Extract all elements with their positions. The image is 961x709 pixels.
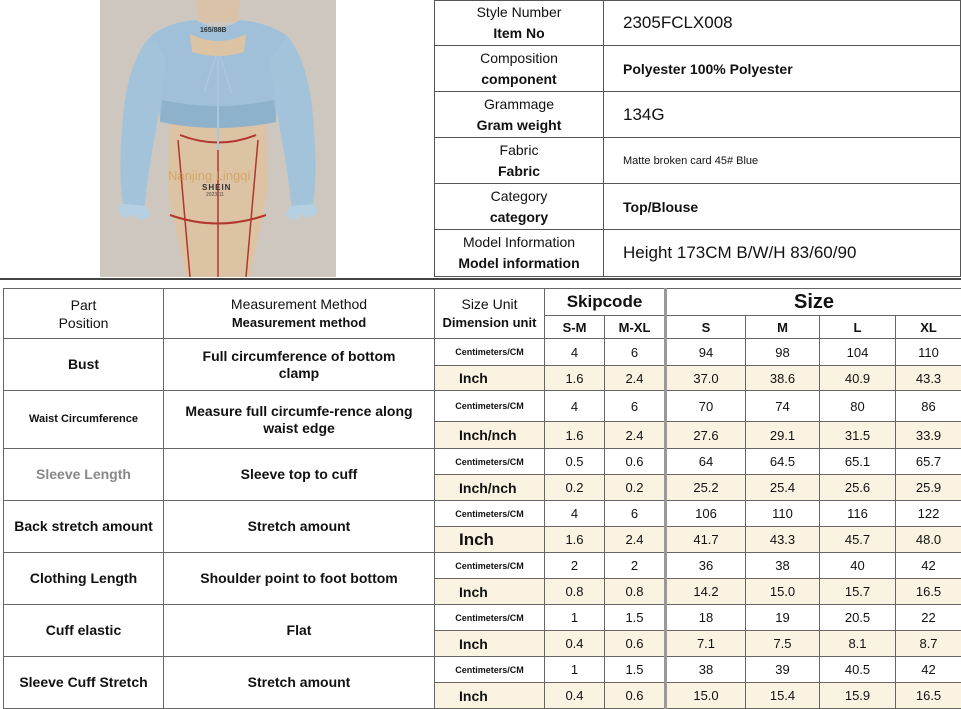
skip-value-inch: 0.6 — [605, 631, 666, 657]
header-method — [164, 289, 435, 339]
measurement-table — [3, 288, 961, 709]
skip-value-cm: 0.6 — [605, 449, 666, 475]
part-name: Waist Circumference — [4, 391, 164, 449]
info-label-cell — [435, 1, 604, 46]
info-value: Top/Blouse — [604, 184, 961, 230]
header-skipcode: Skipcode — [545, 289, 666, 316]
skip-value-cm: 6 — [605, 501, 666, 527]
size-value-inch: 48.0 — [896, 527, 961, 553]
size-value-inch: 27.6 — [666, 422, 746, 449]
skip-value-inch: 2.4 — [605, 366, 666, 391]
skip-value-cm: 6 — [605, 391, 666, 422]
info-label-cell — [435, 230, 604, 277]
info-label: Style Number — [435, 2, 603, 23]
size-value-cm: 104 — [820, 339, 896, 366]
size-col-header: S — [666, 316, 746, 339]
size-value-inch: 16.5 — [896, 579, 961, 605]
skip-value-cm: 1 — [545, 605, 605, 631]
info-label-sub: Model information — [435, 253, 603, 274]
info-label-cell — [435, 46, 604, 92]
unit-inch: Inch — [435, 631, 545, 657]
header-part — [4, 289, 164, 339]
skip-value-inch: 2.4 — [605, 527, 666, 553]
part-name: Sleeve Cuff Stretch — [4, 657, 164, 709]
skip-value-inch: 0.4 — [545, 683, 605, 709]
unit-inch: Inch/nch — [435, 422, 545, 449]
skip-col-header: M-XL — [605, 316, 666, 339]
measure-row-cm — [4, 657, 961, 683]
size-value-cm: 18 — [666, 605, 746, 631]
info-label-cell — [435, 184, 604, 230]
size-value-inch: 33.9 — [896, 422, 961, 449]
skip-value-inch: 1.6 — [545, 527, 605, 553]
size-value-cm: 20.5 — [820, 605, 896, 631]
unit-cm: Centimeters/CM — [435, 657, 545, 683]
size-value-cm: 70 — [666, 391, 746, 422]
info-value: 2305FCLX008 — [604, 1, 961, 46]
unit-cm: Centimeters/CM — [435, 339, 545, 366]
info-label-sub: Item No — [435, 23, 603, 44]
size-value-cm: 36 — [666, 553, 746, 579]
info-label: Category — [435, 186, 603, 207]
info-value: Matte broken card 45# Blue — [604, 138, 961, 184]
size-value-inch: 25.4 — [746, 475, 820, 501]
skip-value-inch: 0.4 — [545, 631, 605, 657]
header-unit-sub: Dimension unit — [443, 315, 537, 330]
measure-method: Shoulder point to foot bottom — [164, 553, 435, 605]
watermark-brand: Nanjing Lingqi — [168, 168, 250, 183]
header-position-label: Position — [4, 314, 163, 332]
info-label-cell — [435, 138, 604, 184]
skip-value-inch: 0.8 — [605, 579, 666, 605]
size-value-cm: 110 — [746, 501, 820, 527]
size-value-inch: 15.0 — [746, 579, 820, 605]
skip-value-cm: 1 — [545, 657, 605, 683]
size-value-inch: 25.9 — [896, 475, 961, 501]
size-value-inch: 15.9 — [820, 683, 896, 709]
skip-value-cm: 2 — [605, 553, 666, 579]
measure-row-cm — [4, 391, 961, 422]
info-label-sub: component — [435, 69, 603, 90]
unit-inch: Inch/nch — [435, 475, 545, 501]
info-row — [435, 1, 961, 46]
info-row — [435, 184, 961, 230]
size-value-cm: 39 — [746, 657, 820, 683]
skip-value-cm: 1.5 — [605, 605, 666, 631]
mannequin-size-label: 165/88B — [200, 27, 226, 34]
size-value-inch: 43.3 — [896, 366, 961, 391]
size-value-inch: 14.2 — [666, 579, 746, 605]
size-value-inch: 8.1 — [820, 631, 896, 657]
size-value-inch: 41.7 — [666, 527, 746, 553]
measure-row-cm — [4, 605, 961, 631]
info-label: Grammage — [435, 94, 603, 115]
section-divider — [0, 278, 961, 280]
size-value-cm: 106 — [666, 501, 746, 527]
skip-value-inch: 0.8 — [545, 579, 605, 605]
size-value-cm: 65.7 — [896, 449, 961, 475]
skip-value-cm: 4 — [545, 501, 605, 527]
size-value-inch: 37.0 — [666, 366, 746, 391]
watermark-date: 2023-11 — [206, 192, 224, 198]
info-row — [435, 92, 961, 138]
watermark-tag: SHEIN — [202, 183, 231, 192]
skip-value-cm: 0.5 — [545, 449, 605, 475]
size-value-cm: 22 — [896, 605, 961, 631]
part-name: Cuff elastic — [4, 605, 164, 657]
info-label-sub: category — [435, 207, 603, 228]
size-value-cm: 64.5 — [746, 449, 820, 475]
unit-inch: Inch — [435, 683, 545, 709]
info-row — [435, 230, 961, 277]
skip-value-inch: 0.2 — [605, 475, 666, 501]
size-col-header: M — [746, 316, 820, 339]
skip-value-inch: 0.2 — [545, 475, 605, 501]
size-value-inch: 25.2 — [666, 475, 746, 501]
header-size: Size — [666, 289, 961, 316]
size-value-cm: 42 — [896, 657, 961, 683]
skip-value-cm: 1.5 — [605, 657, 666, 683]
header-part-label: Part — [4, 296, 163, 314]
size-value-cm: 40.5 — [820, 657, 896, 683]
size-value-inch: 43.3 — [746, 527, 820, 553]
unit-cm: Centimeters/CM — [435, 449, 545, 475]
info-label-cell — [435, 92, 604, 138]
size-value-cm: 94 — [666, 339, 746, 366]
size-value-inch: 15.0 — [666, 683, 746, 709]
unit-cm: Centimeters/CM — [435, 605, 545, 631]
skip-value-inch: 2.4 — [605, 422, 666, 449]
size-value-inch: 15.4 — [746, 683, 820, 709]
measure-row-cm — [4, 449, 961, 475]
unit-cm: Centimeters/CM — [435, 553, 545, 579]
info-label-sub: Gram weight — [435, 115, 603, 136]
size-value-cm: 116 — [820, 501, 896, 527]
size-value-cm: 86 — [896, 391, 961, 422]
size-value-cm: 38 — [666, 657, 746, 683]
size-value-inch: 15.7 — [820, 579, 896, 605]
skip-value-cm: 2 — [545, 553, 605, 579]
unit-inch: Inch — [435, 527, 545, 553]
size-value-inch: 16.5 — [896, 683, 961, 709]
size-col-header: XL — [896, 316, 961, 339]
measure-row-cm — [4, 339, 961, 366]
size-value-inch: 8.7 — [896, 631, 961, 657]
skip-col-header: S-M — [545, 316, 605, 339]
info-row — [435, 46, 961, 92]
product-photo — [100, 0, 336, 277]
info-label: Fabric — [435, 140, 603, 161]
skip-value-inch: 1.6 — [545, 422, 605, 449]
header-unit-label: Size Unit — [435, 295, 544, 313]
measure-row-cm — [4, 553, 961, 579]
header-method-sub: Measurement method — [232, 315, 366, 330]
size-value-cm: 110 — [896, 339, 961, 366]
mannequin-illustration — [100, 0, 336, 277]
measure-method: Stretch amount — [164, 657, 435, 709]
size-value-cm: 65.1 — [820, 449, 896, 475]
size-value-cm: 19 — [746, 605, 820, 631]
skip-value-inch: 0.6 — [605, 683, 666, 709]
unit-inch: Inch — [435, 579, 545, 605]
part-name: Bust — [4, 339, 164, 391]
size-value-cm: 40 — [820, 553, 896, 579]
size-value-inch: 25.6 — [820, 475, 896, 501]
measure-method: Flat — [164, 605, 435, 657]
skip-value-inch: 1.6 — [545, 366, 605, 391]
size-value-inch: 31.5 — [820, 422, 896, 449]
unit-inch: Inch — [435, 366, 545, 391]
skip-value-cm: 4 — [545, 339, 605, 366]
measure-method: Stretch amount — [164, 501, 435, 553]
size-value-inch: 29.1 — [746, 422, 820, 449]
unit-cm: Centimeters/CM — [435, 391, 545, 422]
part-name: Sleeve Length — [4, 449, 164, 501]
info-value: Height 173CM B/W/H 83/60/90 — [604, 230, 961, 277]
info-label: Model Information — [435, 232, 603, 253]
size-value-cm: 98 — [746, 339, 820, 366]
size-col-header: L — [820, 316, 896, 339]
measure-method: Measure full circumfe-rence along waist edge — [164, 391, 435, 449]
info-label: Composition — [435, 48, 603, 69]
size-value-cm: 122 — [896, 501, 961, 527]
measure-row-cm — [4, 501, 961, 527]
info-label-sub: Fabric — [435, 161, 603, 182]
part-name: Back stretch amount — [4, 501, 164, 553]
part-name: Clothing Length — [4, 553, 164, 605]
size-value-cm: 74 — [746, 391, 820, 422]
product-info-table — [434, 0, 961, 277]
size-value-inch: 45.7 — [820, 527, 896, 553]
header-unit — [435, 289, 545, 339]
skip-value-cm: 4 — [545, 391, 605, 422]
info-row — [435, 138, 961, 184]
size-value-inch: 7.1 — [666, 631, 746, 657]
skip-value-cm: 6 — [605, 339, 666, 366]
size-value-cm: 80 — [820, 391, 896, 422]
size-value-cm: 64 — [666, 449, 746, 475]
size-value-inch: 38.6 — [746, 366, 820, 391]
header-method-label: Measurement Method — [164, 295, 434, 313]
size-value-cm: 42 — [896, 553, 961, 579]
info-value: Polyester 100% Polyester — [604, 46, 961, 92]
unit-cm: Centimeters/CM — [435, 501, 545, 527]
info-value: 134G — [604, 92, 961, 138]
size-value-cm: 38 — [746, 553, 820, 579]
size-value-inch: 7.5 — [746, 631, 820, 657]
size-value-inch: 40.9 — [820, 366, 896, 391]
measure-method: Sleeve top to cuff — [164, 449, 435, 501]
measure-method: Full circumference of bottom clamp — [164, 339, 435, 391]
